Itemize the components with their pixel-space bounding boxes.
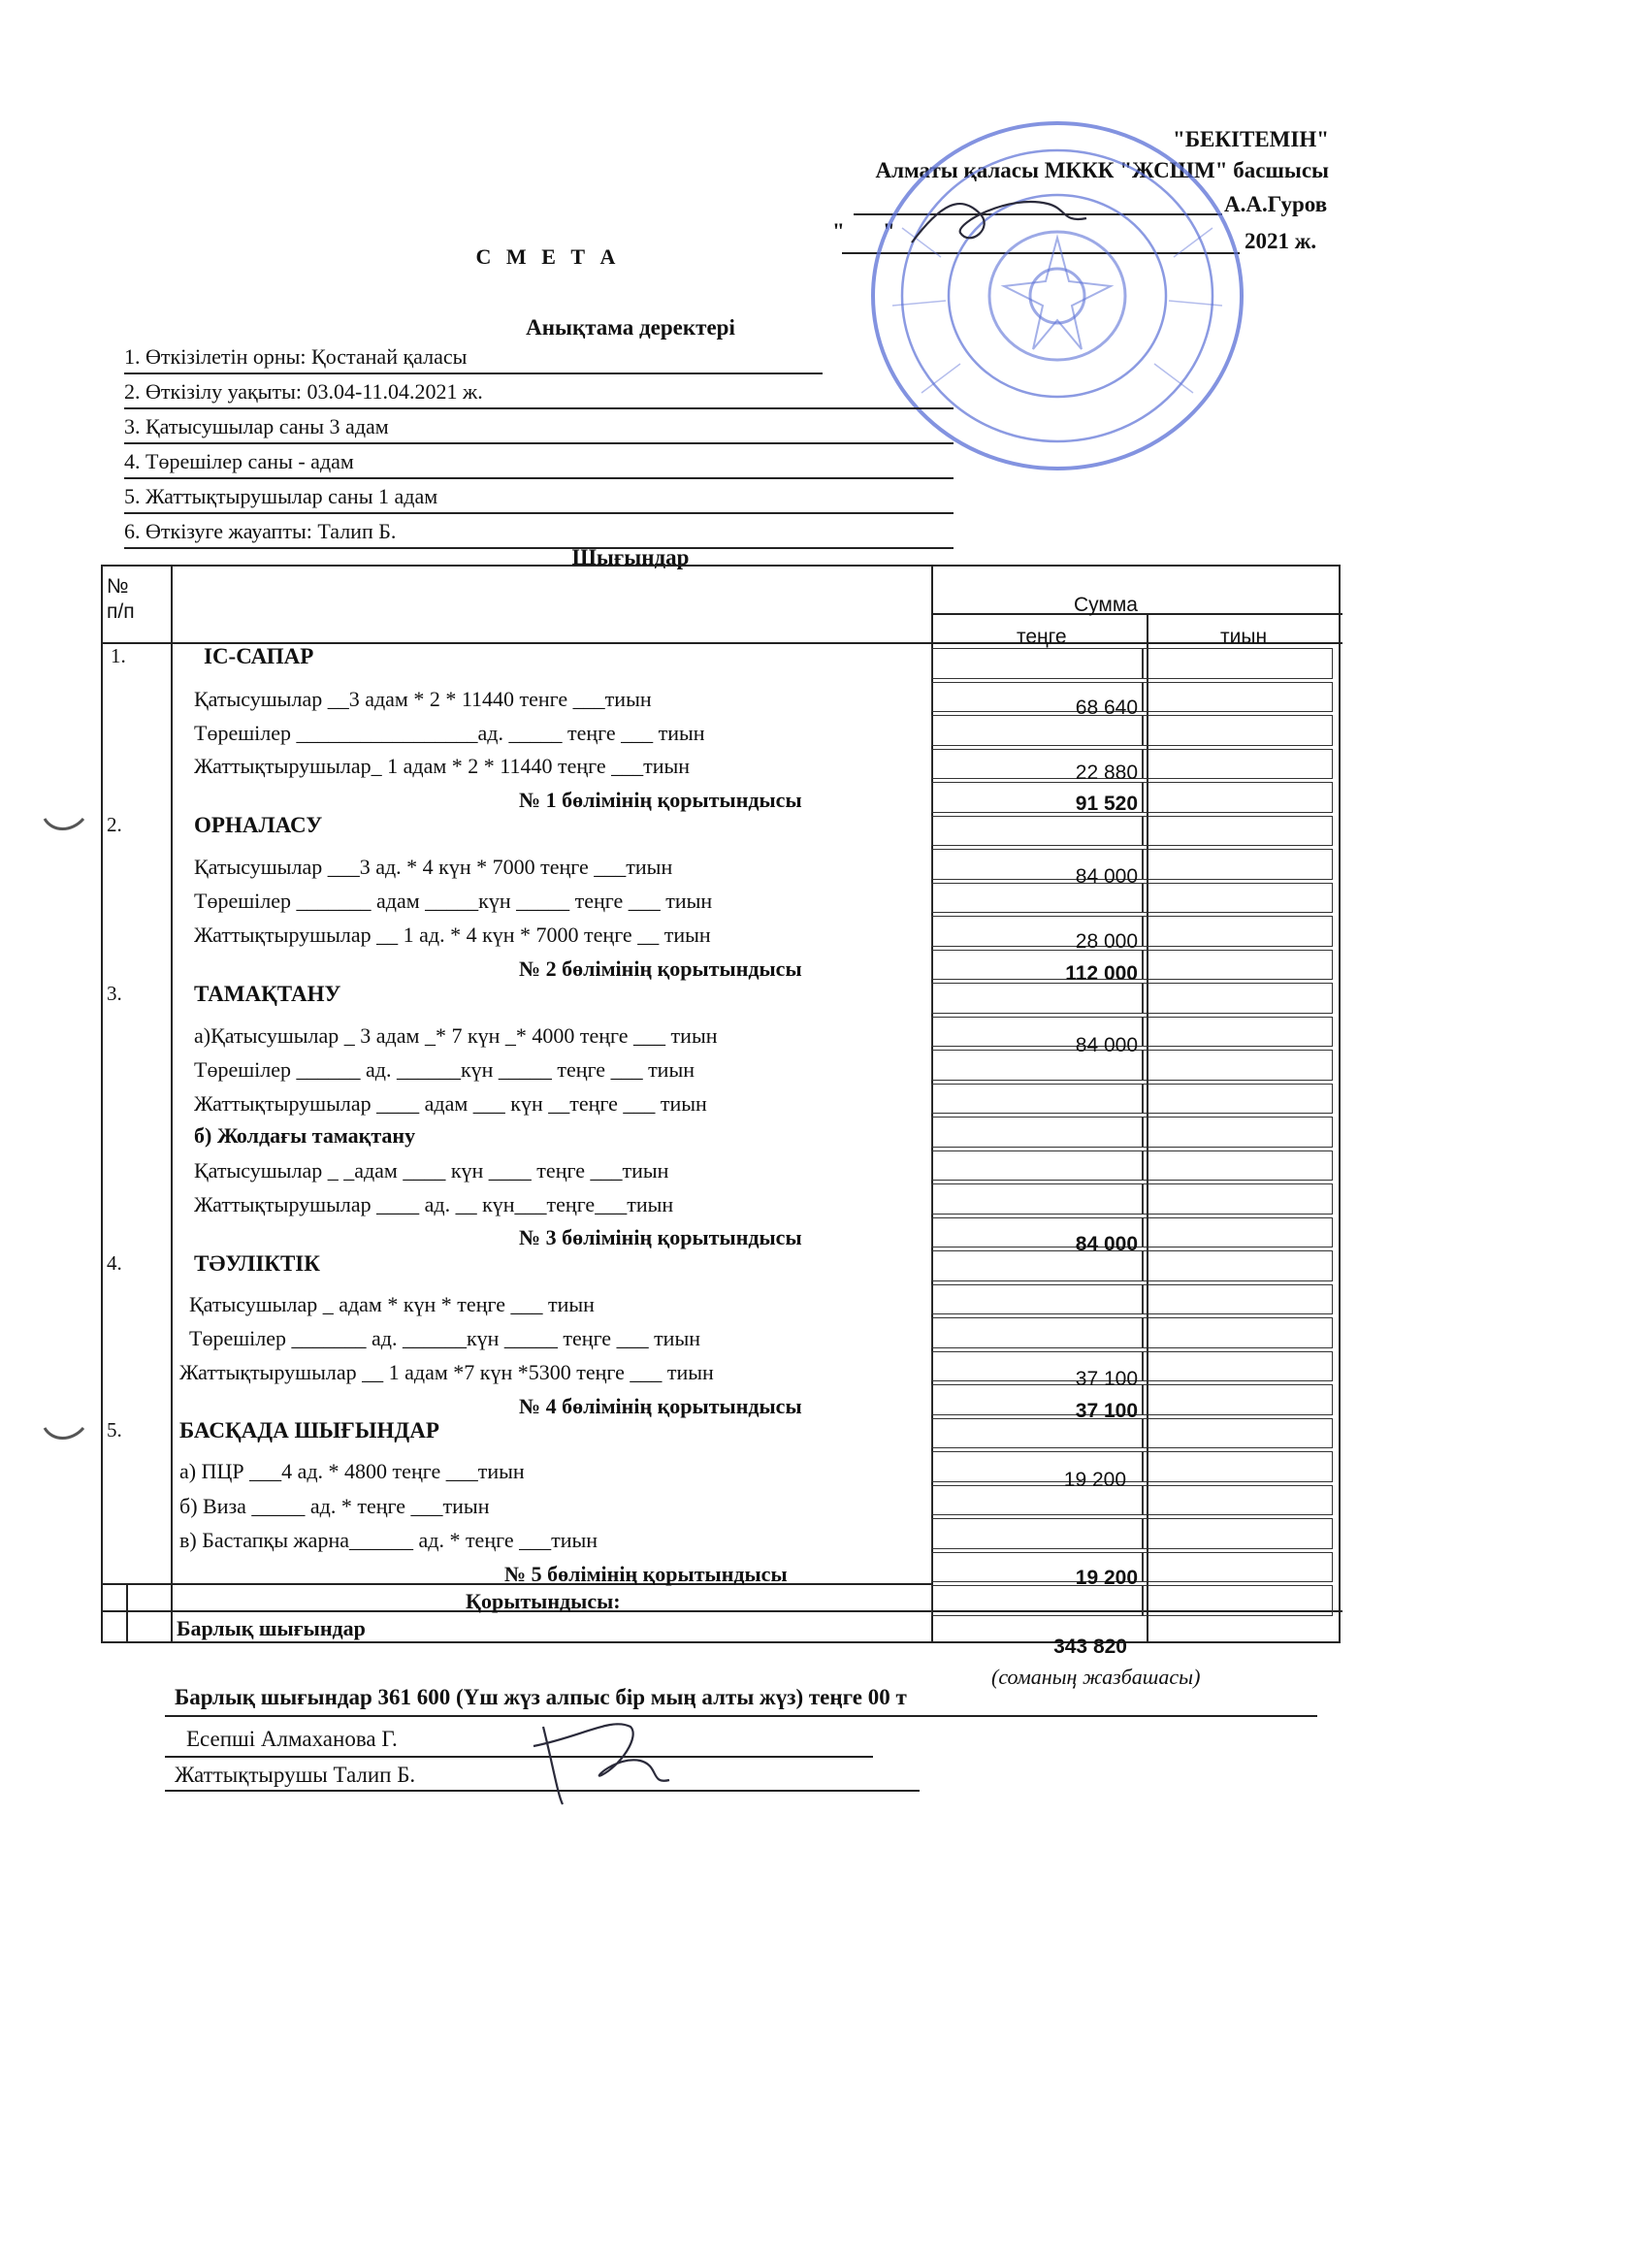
section-1-row-referees: Төрешілер _________________ад. _____ теңге ___ тиын [194,721,705,745]
tiyn-cell [1143,749,1333,780]
tiyn-cell [1143,1585,1333,1616]
info-responsible: 6. Өткізуге жауапты: Талип Б. [124,514,954,549]
section-3-sub-row-coaches: Жаттықтырушылар ____ ад. __ күн___теңге___тиын [194,1192,674,1216]
tiyn-cell [1143,648,1333,679]
grand-total-label: Қорытындысы: [466,1589,621,1613]
tenge-cell [931,1518,1143,1549]
tiyn-cell [1143,682,1333,713]
tiyn-cell [1143,1351,1333,1382]
approval-title: "БЕКІТЕМІН" [1173,127,1329,151]
section-2-total: 112 000 [1065,962,1138,985]
header-no [107,574,135,625]
section-3-row-participants: а)Қатысушылар _ 3 адам _* 7 күн _* 4000 теңге ___ тиын [194,1023,718,1048]
section-4-row-coaches: Жаттықтырушылар __ 1 адам *7 күн *5300 теңге ___ тиын [179,1360,714,1384]
info-subtitle: Анықтама деректері [526,315,735,340]
section-2-amount-participants: 84 000 [1075,865,1138,888]
coach-line: Жаттықтырушы Талип Б. [175,1763,416,1787]
section-4-row-participants: Қатысушылар _ адам * күн * теңге ___ тиын [189,1292,595,1316]
section-1-amount-participants: 68 640 [1075,697,1138,719]
approval-date-close-quote: " [883,219,895,243]
accountant-line: Есепші Алмаханова Г. [186,1727,398,1751]
header-tiyn: тиын [1220,626,1268,648]
table-col-divider [171,567,173,1643]
approval-date-year: 2021 ж. [1245,229,1317,253]
approval-director: А.А.Гуров [1224,192,1328,216]
section-4-amount-coaches: 37 100 [1075,1368,1138,1390]
coach-signature [524,1707,698,1814]
section-5-row-pcr: а) ПЦР ___4 ад. * 4800 теңге ___тиын [179,1459,525,1483]
section-2-row-coaches: Жаттықтырушылар __ 1 ад. * 4 күн * 7000 теңге __ тиын [194,923,711,947]
section-1-row-participants: Қатысушылар __3 адам * 2 * 11440 тенге ___тиын [194,687,652,711]
total-in-words: Барлық шығындар 361 600 (Үш жүз алпыс бір мың алты жүз) теңге 00 т [175,1685,907,1709]
section-5-title: БАСҚАДА ШЫҒЫНДАР [179,1418,439,1442]
binder-hole-lower [43,1424,85,1443]
tiyn-cell [1143,1552,1333,1583]
tiyn-cell [1143,1217,1333,1248]
section-1-row-coaches: Жаттықтырушылар_ 1 адам * 2 * 11440 теңге ___тиын [194,754,691,778]
info-coaches: 5. Жаттықтырушылар саны 1 адам [124,479,954,514]
document-title: С М Е Т А [475,244,621,269]
tiyn-cell [1143,849,1333,880]
approval-date-open-quote: " [832,219,845,243]
section-2-title: ОРНАЛАСУ [194,813,323,837]
tenge-cell [931,1183,1143,1215]
tiyn-cell [1143,1418,1333,1449]
section-2-row-participants: Қатысушылар ___3 ад. * 4 күн * 7000 теңге ___тиын [194,855,673,879]
section-5-amount-pcr: 19 200 [1063,1469,1126,1491]
header-no-line2: п/п [107,600,135,623]
tiyn-cell [1143,983,1333,1014]
binder-hole-upper [43,815,85,834]
total-in-words-underline [165,1715,1317,1717]
section-4-number: 4. [107,1251,122,1275]
info-block [124,340,954,549]
tenge-cell [931,1150,1143,1182]
section-5-row-visa: б) Виза _____ ад. * теңге ___тиын [179,1494,490,1518]
tiyn-cell [1143,1050,1333,1081]
section-4-total: 37 100 [1075,1400,1138,1422]
tenge-cell [931,1084,1143,1115]
tenge-cell [931,816,1143,847]
section-4-row-referees: Төрешілер _______ ад. ______күн _____ теңге ___ тиын [189,1326,701,1350]
section-1-number: 1. [111,644,126,667]
section-3-title: ТАМАҚТАНУ [194,982,341,1006]
tiyn-cell [1143,1451,1333,1482]
section-3-amount-participants: 84 000 [1075,1034,1138,1056]
info-dates: 2. Өткізілу уақыты: 03.04-11.04.2021 ж. [124,374,954,409]
tiyn-cell [1143,1384,1333,1415]
info-participants: 3. Қатысушылар саны 3 адам [124,409,954,444]
section-1-total: 91 520 [1075,793,1138,815]
tiyn-cell [1143,1518,1333,1549]
accountant-underline [165,1756,873,1758]
tiyn-cell [1143,782,1333,813]
tiyn-cell [1143,1485,1333,1516]
section-3-subtitle: б) Жолдағы тамақтану [194,1123,416,1148]
tiyn-cell [1143,1150,1333,1182]
tiyn-cell [1143,1084,1333,1115]
table-footer-divider [126,1583,128,1643]
amount-in-words-note: (соманың жазбашасы) [991,1665,1201,1689]
section-1-title: ІС-САПАР [204,644,314,668]
section-2-amount-coaches: 28 000 [1075,930,1138,953]
section-3-number: 3. [107,982,122,1005]
tiyn-cell [1143,916,1333,947]
section-3-total: 84 000 [1075,1233,1138,1255]
tenge-cell [931,983,1143,1014]
section-2-number: 2. [107,813,122,836]
director-signature [902,175,1096,262]
approval-org: Алматы қаласы МККК "ЖСШМ" басшысы [875,158,1329,182]
info-venue: 1. Өткізілетін орны: Қостанай қаласы [124,340,823,374]
all-expenses-label: Барлық шығындар [177,1616,366,1640]
section-1-total-label: № 1 бөлімінің қорытындысы [519,788,802,812]
expenses-title: Шығындар [571,545,690,569]
tiyn-cell [1143,1284,1333,1315]
header-tenge: теңге [1017,626,1067,648]
tiyn-cell [1143,1250,1333,1281]
tenge-cell [931,1117,1143,1148]
tenge-cell [931,1317,1143,1348]
section-5-total: 19 200 [1075,1567,1138,1589]
tiyn-cell [1143,1117,1333,1148]
section-3-row-referees: Төрешілер ______ ад. ______күн _____ теңге ___ тиын [194,1057,695,1082]
tiyn-cell [1143,1317,1333,1348]
header-no-line1: № [107,575,129,598]
section-5-row-entry-fee: в) Бастапқы жарна______ ад. * теңге ___тиын [179,1528,598,1552]
section-2-total-label: № 2 бөлімінің қорытындысы [519,956,802,981]
tenge-cell [931,648,1143,679]
all-expenses-value: 343 820 [1053,1636,1127,1658]
section-3-sub-row-participants: Қатысушылар _ _адам ____ күн ____ теңге ___тиын [194,1158,669,1183]
section-3-total-label: № 3 бөлімінің қорытындысы [519,1225,802,1249]
header-sum: Сумма [1074,594,1138,616]
tenge-cell [931,1284,1143,1315]
tiyn-cell [1143,1183,1333,1215]
section-5-number: 5. [107,1418,122,1442]
tiyn-cell [1143,816,1333,847]
section-3-row-coaches: Жаттықтырушылар ____ адам ___ күн __теңге ___ тиын [194,1091,707,1116]
section-2-row-referees: Төрешілер _______ адам _____күн _____ теңге ___ тиын [194,889,713,913]
info-referees: 4. Төрешілер саны - адам [124,444,954,479]
tiyn-cell [1143,715,1333,746]
section-4-title: ТӘУЛІКТІК [194,1251,320,1276]
tiyn-cell [1143,1017,1333,1048]
section-1-amount-coaches: 22 880 [1075,761,1138,784]
tiyn-cell [1143,950,1333,981]
section-4-total-label: № 4 бөлімінің қорытындысы [519,1394,802,1418]
tiyn-cell [1143,883,1333,914]
section-5-total-label: № 5 бөлімінің қорытындысы [504,1562,788,1586]
